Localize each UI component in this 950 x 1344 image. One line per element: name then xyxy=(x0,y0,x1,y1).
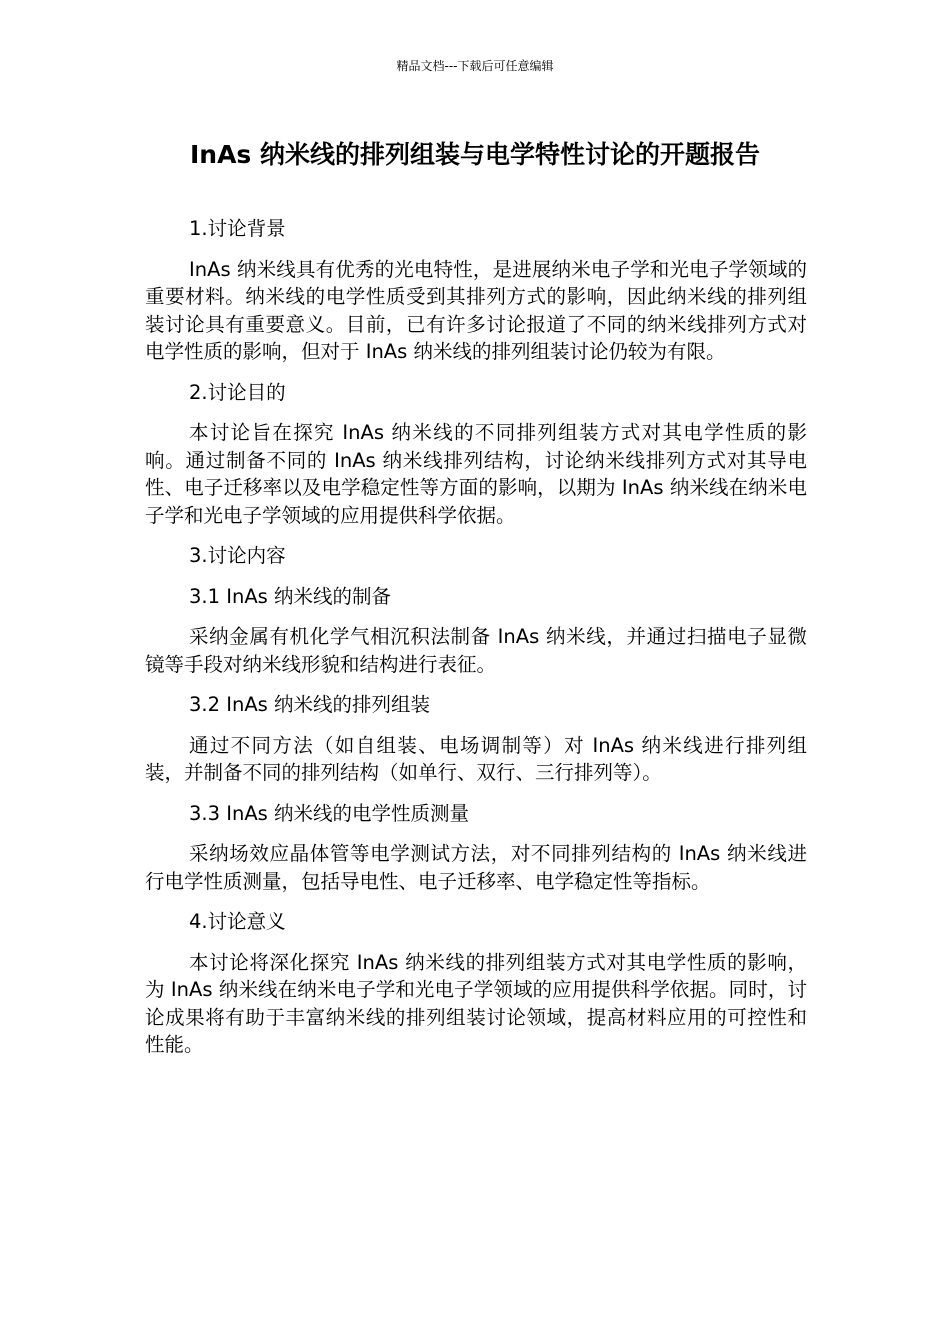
section-heading-assembly: 3.2 InAs 纳米线的排列组装 xyxy=(189,693,431,716)
section-paragraph-preparation: 采纳金属有机化学气相沉积法制备 InAs 纳米线，并通过扫描电子显微镜等手段对纳米线形貌和结构进行表征。 xyxy=(145,625,807,676)
section-heading-background: 1.讨论背景 xyxy=(189,217,286,240)
section-heading-significance: 4.讨论意义 xyxy=(189,910,286,933)
section-heading-measurement: 3.3 InAs 纳米线的电学性质测量 xyxy=(189,801,470,825)
section-paragraph-assembly: 通过不同方法（如自组装、电场调制等）对 InAs 纳米线进行排列组装，并制备不同的排列结构（如单行、双行、三行排列等）。 xyxy=(145,733,807,784)
document-body xyxy=(145,215,807,1072)
page-header: 精品文档---下载后可任意编辑 xyxy=(396,59,554,73)
section-heading-preparation: 3.1 InAs 纳米线的制备 xyxy=(189,584,392,608)
section-paragraph-significance: 本讨论将深化探究 InAs 纳米线的排列组装方式对其电学性质的影响，为 InAs 纳米线在纳米电子学和光电子学领域的应用提供科学依据。同时，讨论成果将有助于丰富纳米线的排列组装讨论领域，提高材料应用的可控性和性能。 xyxy=(145,950,807,1056)
section-paragraph-purpose: 本讨论旨在探究 InAs 纳米线的不同排列组装方式对其电学性质的影响。通过制备不同的 InAs 纳米线排列结构，讨论纳米线排列方式对其导电性、电子迁移率以及电学稳定性等方面的影响，以期为 InAs 纳米线在纳米电子学和光电子学领域的应用提供科学依据。 xyxy=(145,421,807,527)
document-title: InAs 纳米线的排列组装与电学特性讨论的开题报告 xyxy=(189,140,761,169)
section-heading-purpose: 2.讨论目的 xyxy=(189,380,286,404)
section-heading-content: 3.讨论内容 xyxy=(189,544,286,567)
section-paragraph-background: InAs 纳米线具有优秀的光电特性，是进展纳米电子学和光电子学领域的重要材料。纳米线的电学性质受到其排列方式的影响，因此纳米线的排列组装讨论具有重要意义。目前，已有许多讨论报道了不同的纳米线排列方式对电学性质的影响，但对于 InAs 纳米线的排列组装讨论仍较为有限。 xyxy=(145,257,807,363)
section-paragraph-measurement: 采纳场效应晶体管等电学测试方法，对不同排列结构的 InAs 纳米线进行电学性质测量，包括导电性、电子迁移率、电学稳定性等指标。 xyxy=(145,842,807,893)
